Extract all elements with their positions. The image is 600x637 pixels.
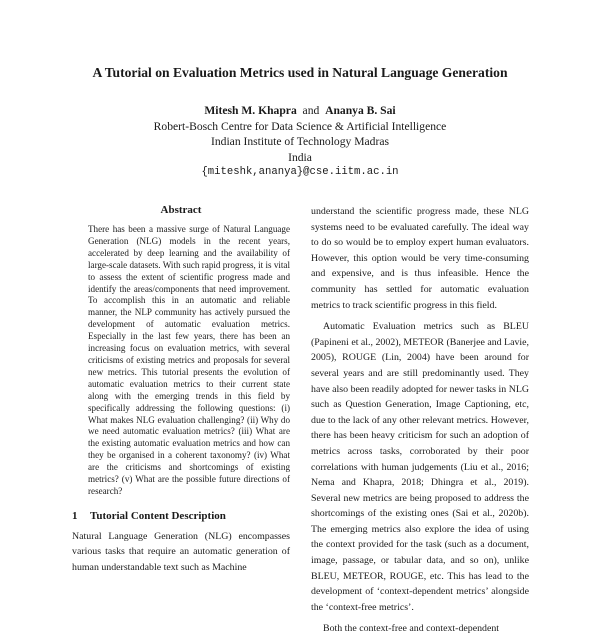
author-block [0,103,600,181]
affiliation-line-2: Indian Institute of Technology Madras [211,135,389,149]
section-number: 1 [72,509,78,522]
section-heading [72,510,290,522]
right-column [311,204,529,637]
paper-title: A Tutorial on Evaluation Metrics used in Natural Language Generation [92,65,508,80]
author-conjunction: and [302,104,320,117]
affiliation-country: India [288,150,312,164]
paragraph-1: understand the scientific progress made, these NLG systems need to be evaluated carefully. The ideal way to do so would be to employ expert human evaluators. However, this option would be very time-consuming and expensive, and is thus infeasible. Hence the community has settled for automatic evaluation metrics to track scientific progress in this field. [311,206,529,311]
section-text: Natural Language Generation (NLG) encompasses various tasks that require an automatic generation of human understandable text such as Machine [72,530,290,574]
author-1: Mitesh M. Khapra [204,104,297,117]
author-names [0,103,600,119]
author-email: {miteshk,ananya}@cse.iitm.ac.in [201,166,399,179]
paragraph-3: Both the context-free and context-dependent [323,623,500,635]
abstract-heading: Abstract [160,204,202,216]
affiliation-line-1: Robert-Bosch Centre for Data Science & Artificial Intelligence [153,119,447,133]
author-2: Ananya B. Sai [325,104,396,117]
left-column [72,204,290,576]
abstract-text: There has been a massive surge of Natural Language Generation (NLG) models in the recent years, accelerated by deep learning and the availability of large-scale datasets. With such rapid progress, it is vital to assess the extent of scientific progress made and identify the areas/components that need improvement. To accomplish this in an automatic and reliable manner, the NLP community has actively pursued the development of automatic evaluation metrics. Especially in the last few years, there has been an increasing focus on evaluation metrics, with several criticisms of existing metrics and proposals for several new metrics. This tutorial presents the evolution of automatic evaluation metrics to their current state along with the emerging trends in this field by specifically addressing the following questions: (i) What makes NLG evaluation challenging? (ii) Why do we need automatic evaluation metrics? (iii) What are the existing automatic evaluation metrics and how can they be organised in a coherent taxonomy? (iv) What are the criticisms and shortcomings of existing metrics? (v) What are the possible future directions of research? [88,224,290,496]
section-title: Tutorial Content Description [90,509,226,522]
paragraph-2: Automatic Evaluation metrics such as BLEU (Papineni et al., 2002), METEOR (Banerjee and Lavie, 2005), ROUGE (Lin, 2004) have been around for several years and are still predominantly used. They have also been readily adopted for newer tasks in NLG such as Question Generation, Image Captioning, etc, due to the lack of any other relevant metrics. However, there has been heavy criticism for such an adoption of metrics across tasks, corroborated by their poor correlations with human judgements (Liu et al., 2016; Nema and Khapra, 2018; Dhingra et al., 2019). Several new metrics are being proposed to address the shortcomings of the existing ones (Sai et al., 2020b). The emerging metrics also explore the idea of using the context provided for the task (such as a document, image, passage, or tabular data, and so on), unlike BLEU, METEOR, ROUGE, etc. This has lead to the development of ‘context-dependent metrics’ alongside the ‘context-free metrics’. [311,321,530,613]
